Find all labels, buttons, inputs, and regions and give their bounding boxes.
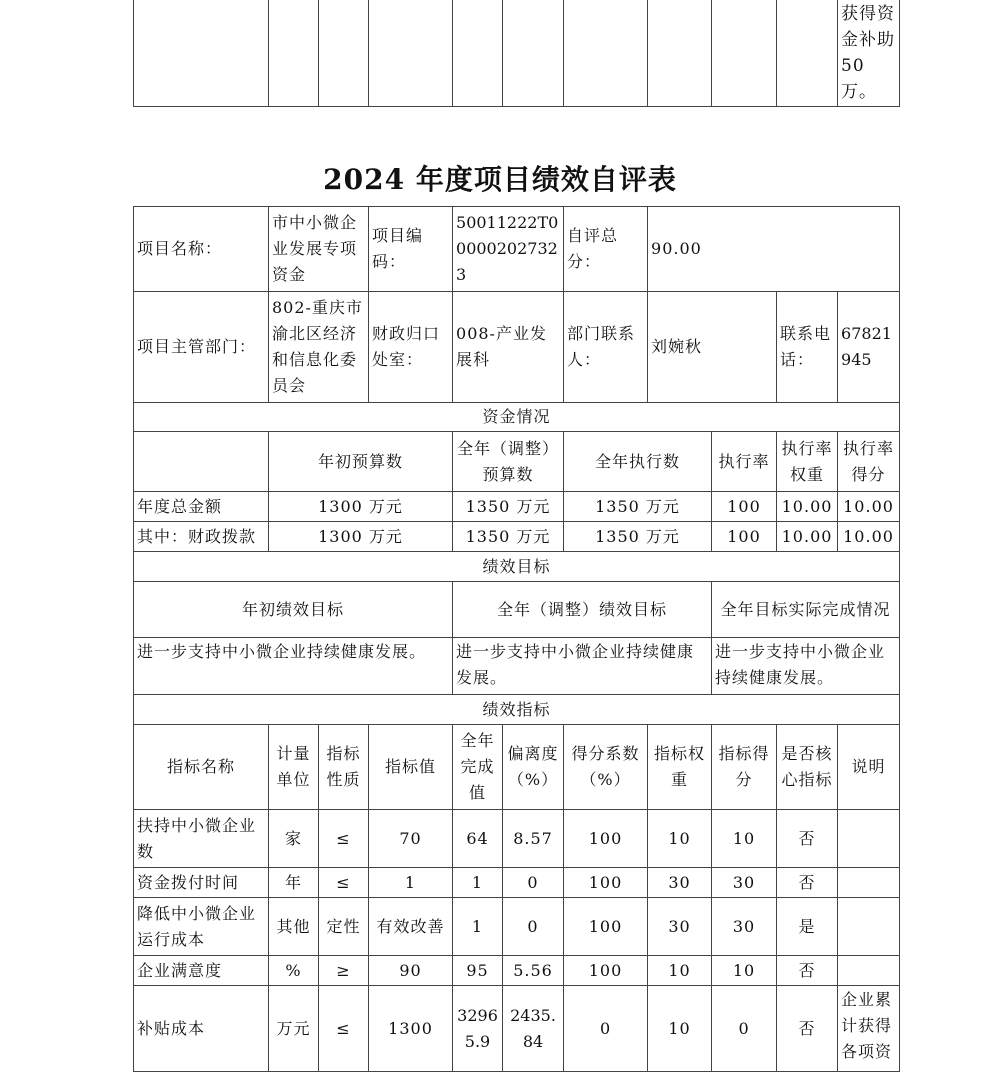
funds-adjusted-budget: 1350 万元	[453, 492, 564, 522]
ind-name: 扶持中小微企业数	[134, 810, 269, 868]
ind-nature: ≤	[319, 810, 369, 868]
ind-core: 否	[777, 986, 838, 1072]
goals-adjusted-value: 进一步支持中小微企业持续健康发展。	[453, 638, 712, 695]
ind-weight: 10	[648, 810, 712, 868]
ind-coefficient: 100	[564, 810, 648, 868]
funds-rate-score: 10.00	[838, 522, 900, 552]
funds-header-rate-weight: 执行率权重	[777, 432, 838, 492]
funds-rate-weight: 10.00	[777, 492, 838, 522]
ind-header-core: 是否核心指标	[777, 725, 838, 810]
phone-value: 67821945	[838, 292, 900, 403]
ind-note	[838, 898, 900, 956]
ind-unit: 家	[269, 810, 319, 868]
ind-header-note: 说明	[838, 725, 900, 810]
ind-score: 30	[712, 898, 777, 956]
ind-unit: 其他	[269, 898, 319, 956]
ind-target: 90	[369, 956, 453, 986]
ind-weight: 30	[648, 868, 712, 898]
ind-score: 10	[712, 956, 777, 986]
ind-name: 补贴成本	[134, 986, 269, 1072]
fragment-note: 获得资金补助50万。	[838, 0, 900, 107]
goals-section-header: 绩效目标	[134, 552, 900, 582]
project-code-value: 50011222T000002027323	[453, 207, 564, 292]
ind-header-unit: 计量单位	[269, 725, 319, 810]
fragment-cell	[453, 0, 503, 107]
funds-row	[134, 522, 900, 552]
project-name-label: 项目名称：	[134, 207, 269, 292]
ind-deviation: 0	[503, 898, 564, 956]
goals-initial-value: 进一步支持中小微企业持续健康发展。	[134, 638, 453, 695]
ind-nature: ≤	[319, 868, 369, 898]
ind-score: 10	[712, 810, 777, 868]
ind-header-name: 指标名称	[134, 725, 269, 810]
funds-initial-budget: 1300 万元	[269, 522, 453, 552]
page-title: 2024 年度项目绩效自评表	[323, 163, 677, 196]
ind-target: 70	[369, 810, 453, 868]
ind-coefficient: 100	[564, 956, 648, 986]
ind-nature: ≤	[319, 986, 369, 1072]
self-score-label: 自评总分：	[564, 207, 648, 292]
project-code-label: 项目编码：	[369, 207, 453, 292]
ind-coefficient: 100	[564, 868, 648, 898]
ind-name: 降低中小微企业运行成本	[134, 898, 269, 956]
funds-section-header: 资金情况	[134, 403, 900, 432]
ind-weight: 30	[648, 898, 712, 956]
funds-header-rate: 执行率	[712, 432, 777, 492]
goals-header-adjusted: 全年（调整）绩效目标	[453, 582, 712, 638]
fragment-cell	[319, 0, 369, 107]
ind-note	[838, 868, 900, 898]
funds-rate: 100	[712, 492, 777, 522]
funds-rate-weight: 10.00	[777, 522, 838, 552]
indicators-section-header: 绩效指标	[134, 695, 900, 725]
funds-row-label: 年度总金额	[134, 492, 269, 522]
ind-deviation: 5.56	[503, 956, 564, 986]
funds-rate: 100	[712, 522, 777, 552]
ind-nature: 定性	[319, 898, 369, 956]
contact-label: 部门联系人：	[564, 292, 648, 403]
ind-deviation: 0	[503, 868, 564, 898]
self-score-value: 90.00	[648, 207, 900, 292]
indicator-row	[134, 868, 900, 898]
ind-coefficient: 100	[564, 898, 648, 956]
funds-header-blank	[134, 432, 269, 492]
funds-executed: 1350 万元	[564, 492, 712, 522]
ind-unit: 年	[269, 868, 319, 898]
funds-header-initial-budget: 年初预算数	[269, 432, 453, 492]
funds-header-rate-score: 执行率得分	[838, 432, 900, 492]
ind-completed: 64	[453, 810, 503, 868]
phone-label: 联系电话：	[777, 292, 838, 403]
goals-actual-value: 进一步支持中小微企业持续健康发展。	[712, 638, 900, 695]
ind-completed: 1	[453, 868, 503, 898]
funds-adjusted-budget: 1350 万元	[453, 522, 564, 552]
ind-note: 企业累计获得各项资	[838, 986, 900, 1072]
project-name-value: 市中小微企业发展专项资金	[269, 207, 369, 292]
finance-office-value: 008-产业发展科	[453, 292, 564, 403]
fragment-cell	[134, 0, 269, 107]
funds-row-label: 其中：财政拨款	[134, 522, 269, 552]
ind-completed: 32965.9	[453, 986, 503, 1072]
ind-coefficient: 0	[564, 986, 648, 1072]
ind-header-coefficient: 得分系数（%）	[564, 725, 648, 810]
ind-completed: 95	[453, 956, 503, 986]
ind-note	[838, 810, 900, 868]
fragment-cell	[712, 0, 777, 107]
indicator-row	[134, 956, 900, 986]
contact-value: 刘婉秋	[648, 292, 777, 403]
fragment-cell	[269, 0, 319, 107]
ind-core: 否	[777, 810, 838, 868]
ind-weight: 10	[648, 986, 712, 1072]
ind-name: 资金拨付时间	[134, 868, 269, 898]
ind-header-weight: 指标权重	[648, 725, 712, 810]
ind-target: 1	[369, 868, 453, 898]
self-evaluation-table	[133, 206, 900, 1072]
ind-header-score: 指标得分	[712, 725, 777, 810]
ind-weight: 10	[648, 956, 712, 986]
ind-core: 否	[777, 956, 838, 986]
dept-value: 802-重庆市渝北区经济和信息化委员会	[269, 292, 369, 403]
fragment-cell	[777, 0, 838, 107]
ind-header-completed: 全年完成值	[453, 725, 503, 810]
ind-deviation: 2435.84	[503, 986, 564, 1072]
ind-score: 0	[712, 986, 777, 1072]
goals-header-actual: 全年目标实际完成情况	[712, 582, 900, 638]
indicator-row	[134, 898, 900, 956]
ind-completed: 1	[453, 898, 503, 956]
ind-note	[838, 956, 900, 986]
funds-row	[134, 492, 900, 522]
ind-name: 企业满意度	[134, 956, 269, 986]
dept-label: 项目主管部门：	[134, 292, 269, 403]
fragment-cell	[503, 0, 564, 107]
fragment-cell	[564, 0, 648, 107]
ind-header-nature: 指标性质	[319, 725, 369, 810]
previous-table-fragment	[133, 0, 900, 107]
ind-nature: ≥	[319, 956, 369, 986]
indicator-row	[134, 986, 900, 1072]
funds-initial-budget: 1300 万元	[269, 492, 453, 522]
ind-score: 30	[712, 868, 777, 898]
funds-header-executed: 全年执行数	[564, 432, 712, 492]
ind-core: 否	[777, 868, 838, 898]
ind-header-deviation: 偏离度（%）	[503, 725, 564, 810]
ind-unit: 万元	[269, 986, 319, 1072]
ind-target: 1300	[369, 986, 453, 1072]
finance-office-label: 财政归口处室：	[369, 292, 453, 403]
ind-deviation: 8.57	[503, 810, 564, 868]
funds-header-adjusted-budget: 全年（调整）预算数	[453, 432, 564, 492]
ind-unit: %	[269, 956, 319, 986]
goals-header-initial: 年初绩效目标	[134, 582, 453, 638]
indicator-row	[134, 810, 900, 868]
ind-target: 有效改善	[369, 898, 453, 956]
fragment-cell	[648, 0, 712, 107]
ind-header-target: 指标值	[369, 725, 453, 810]
fragment-cell	[369, 0, 453, 107]
funds-rate-score: 10.00	[838, 492, 900, 522]
funds-executed: 1350 万元	[564, 522, 712, 552]
ind-core: 是	[777, 898, 838, 956]
